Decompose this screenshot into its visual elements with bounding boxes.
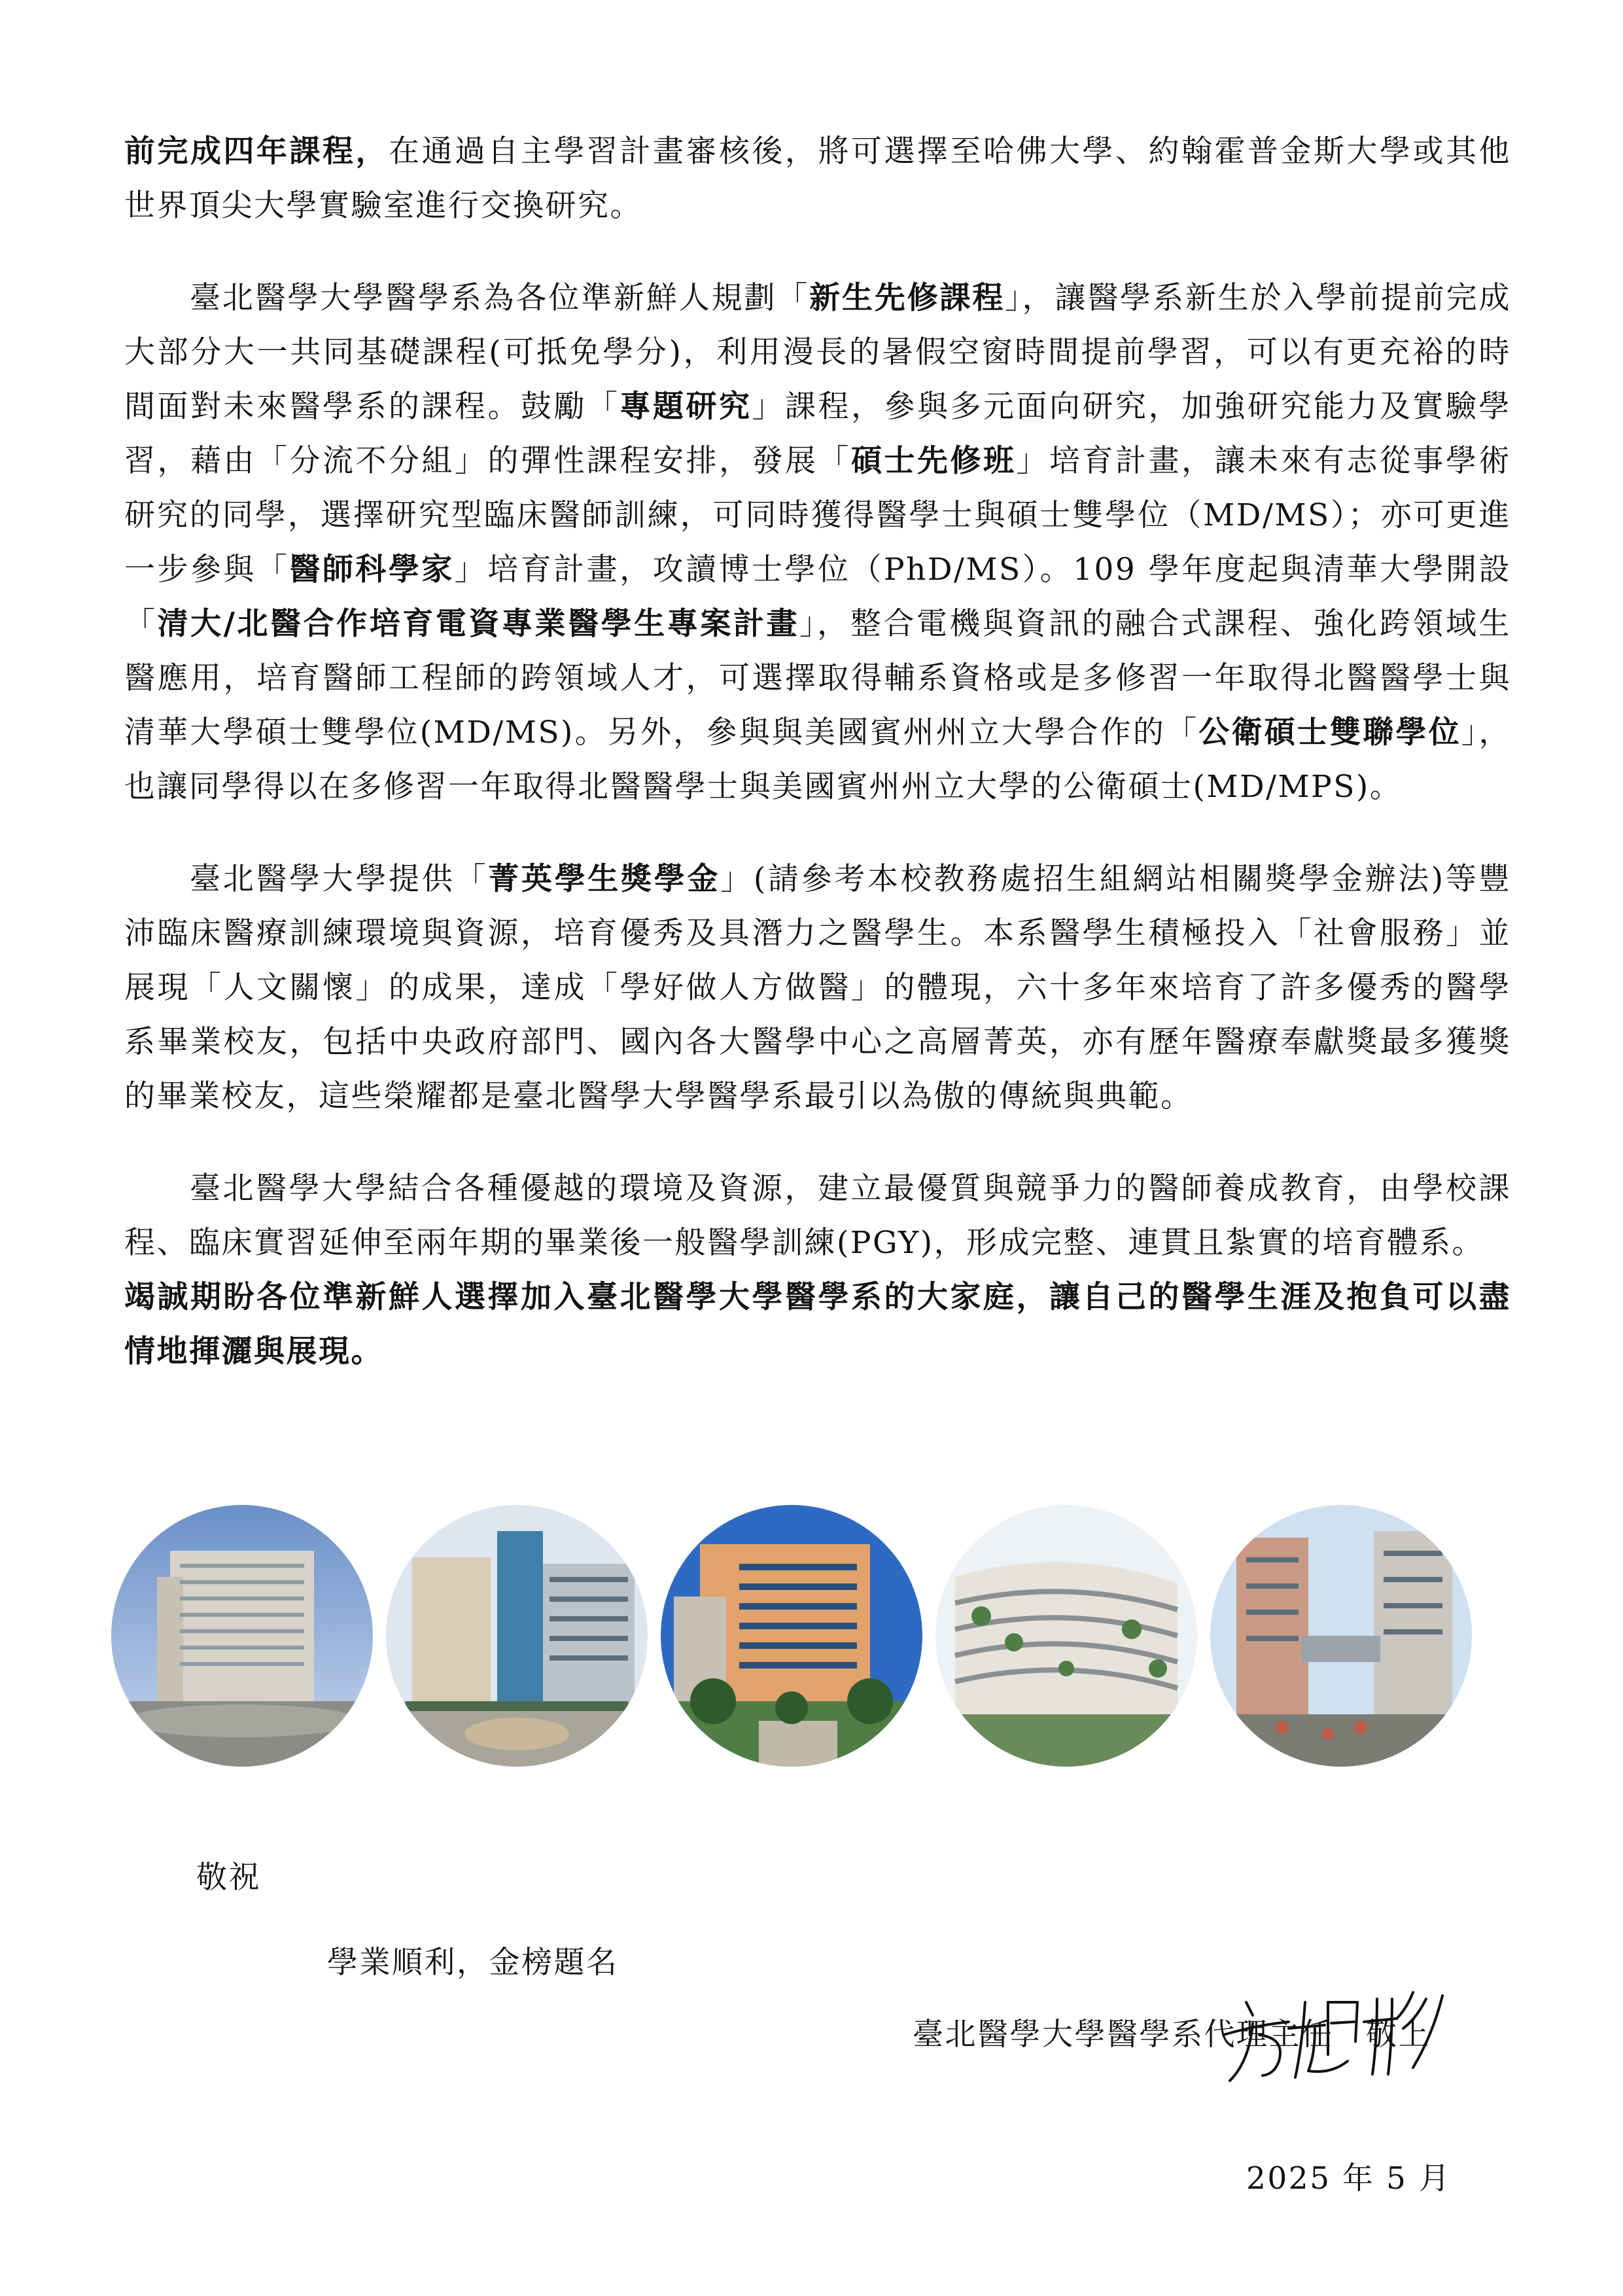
hospital-photo-4 [935,1505,1197,1767]
p2-bold-research: 專題研究 [620,389,752,425]
p2-bold-new-student-course: 新生先修課程 [809,280,1005,316]
p2-text-1: 臺北醫學大學醫學系為各位準新鮮人規劃「 [190,280,810,316]
hospital-photo-3 [661,1505,922,1767]
paragraph-3 [124,852,1511,1123]
p3-text-2: 」(請參考本校教務處招生組網站相關獎學金辦法)等豐沛臨床醫療訓練環境與資源，培育優秀及具潛力之醫學生。本系醫學生積極投入「社會服務」並展現「人文關懷」的成果，達成「學好做人方做醫」的體現，六十多年來培育了許多優秀的醫學系畢業校友，包括中央政府部門、國內各大醫學中心之高層菁英，亦有歷年醫療奉獻獎最多獲獎的畢業校友，這些榮耀都是臺北醫學大學醫學系最引以為傲的傳統與典範。 [124,861,1512,1114]
p2-text-7: 」，也讓同學得以在多修習一年取得北醫醫學士與美國賓州州立大學的公衛碩士(MD/MPS)。 [124,715,1512,805]
p2-bold-physician-scientist: 醫師科學家 [289,552,455,588]
paragraph-1 [124,124,1511,233]
hospital-photo-1 [111,1505,373,1767]
p2-text-3: 」課程，參與多元面向研究，加強研究能力及實驗學習，藉由「分流不分組」的彈性課程安排，發展「 [124,389,1511,479]
p2-bold-master-prep: 碩士先修班 [851,443,1017,479]
p2-bold-public-health-dual: 公衛碩士雙聯學位 [1198,715,1461,751]
paragraph-2 [124,271,1511,814]
p5-bold-text: 竭誠期盼各位準新鮮人選擇加入臺北醫學大學醫學系的大家庭，讓自己的醫學生涯及抱負可以盡情地揮灑與展現。 [124,1279,1511,1369]
signature [1217,1963,1492,2094]
paragraph-5 [124,1270,1511,1379]
p2-text-5: 」培育計畫，攻讀博士學位（PhD/MS）。109 學年度起與清華大學開設「 [124,552,1512,642]
paragraph-1-bold: 前完成四年課程， [124,133,389,169]
hospital-photo-2 [386,1505,648,1767]
p2-text-2: 」，讓醫學系新生於入學前提前完成大部分大一共同基礎課程(可抵免學分)，利用漫長的暑假空窗時間提前學習，可以有更充裕的時間面對未來醫學系的課程。鼓勵「 [124,280,1512,425]
closing-wish: 學業順利，金榜題名 [327,1945,619,1981]
paragraph-1-text: 在通過自主學習計畫審核後，將可選擇至哈佛大學、約翰霍普金斯大學或其他世界頂尖大學實驗室進行交換研究。 [124,133,1511,224]
paragraph-4 [124,1161,1511,1270]
p2-bold-nthu-tmu-program: 清大/北醫合作培育電資專業醫學生專案計畫 [157,606,800,642]
p4-text: 臺北醫學大學結合各種優越的環境及資源，建立最優質與競爭力的醫師養成教育，由學校課程、臨床實習延伸至兩年期的畢業後一般醫學訓練(PGY)，形成完整、連貫且紮實的培育體系。 [124,1171,1511,1261]
p2-text-4: 」培育計畫，讓未來有志從事學術研究的同學，選擇研究型臨床醫師訓練，可同時獲得醫學士與碩士雙學位（MD/MS）；亦可更進一步參與「 [124,443,1511,588]
closing-salutation: 敬祝 [196,1860,261,1896]
p2-text-6: 」，整合電機與資訊的融合式課程、強化跨領域生醫應用，培育醫師工程師的跨領域人才，可選擇取得輔系資格或是多修習一年取得北醫醫學士與清華大學碩士雙學位(MD/MS)。另外，參與與美國賓州州立大學合作的「 [124,606,1512,751]
p3-text-1: 臺北醫學大學提供「 [190,861,489,897]
letter-body [124,124,1511,1379]
hospital-photo-5 [1210,1505,1472,1767]
letter-date: 2025 年 5 月 [1246,2161,1452,2197]
p3-bold-scholarship: 菁英學生獎學金 [488,861,721,897]
closing-sender: 臺北醫學大學醫學系代理主任 敬上 [913,2017,1431,2053]
hospital-photo-strip [111,1498,1524,1773]
